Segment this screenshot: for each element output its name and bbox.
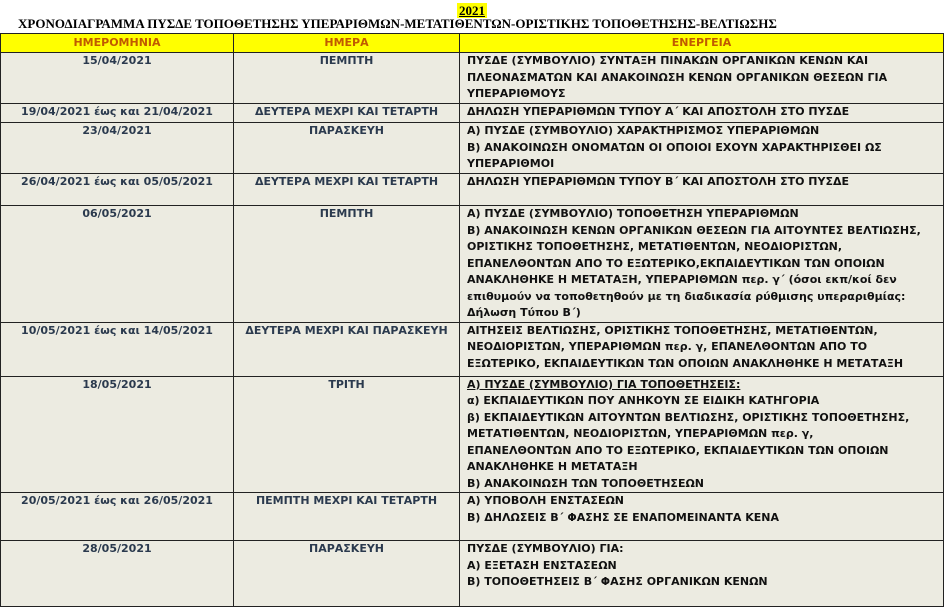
row-action: α) ΕΚΠΑΙΔΕΥΤΙΚΩΝ ΠΟΥ ΑΝΗΚΟΥΝ ΣΕ ΕΙΔΙΚΗ ΚΑΤΗΓΟΡΙΑ β) ΕΚΠΑΙΔΕΥΤΙΚΩΝ ΑΙΤΟΥΝΤΩΝ ΒΕΛΤΙΩΣΗΣ, ΟΡΙΣΤΙΚΗΣ ΤΟΠΟΘΕΤΗΣΗΣ, ΜΕΤΑΤΙΘΕΝΤΩΝ, ΝΕΟΔΙΟΡΙΣΤΩΝ, ΥΠΕΡΑΡΙΘΜΩΝ περ. γ, ΕΠΑΝΕΛΘΟΝΤΩΝ ΑΠΟ ΤΟ ΕΞΩΤΕΡΙΚΟ, ΕΚΠΑΙΔΕΥΤΙΚΩΝ ΤΩΝ ΟΠΟΙΩΝ ΑΝΑΚΛΗΘΗΚΕ Η ΜΕΤΑΤΑΞΗ Β) ΑΝΑΚΟΙΝΩΣΗ ΤΩΝ ΤΟΠΟΘΕΤΗΣΕΩΝ bbox=[467, 394, 910, 490]
row-date: 15/04/2021 bbox=[1, 53, 234, 104]
row-date: 26/04/2021 έως και 05/05/2021 bbox=[1, 174, 234, 206]
column-header-day: ΗΜΕΡΑ bbox=[234, 34, 460, 53]
row-day: ΠΕΜΠΤΗ bbox=[234, 53, 460, 104]
row-date: 10/05/2021 έως και 14/05/2021 bbox=[1, 322, 234, 376]
year-label: 2021 bbox=[459, 3, 485, 18]
row-date: 28/05/2021 bbox=[1, 541, 234, 607]
row-date: 19/04/2021 έως και 21/04/2021 bbox=[1, 104, 234, 123]
table-row bbox=[1, 174, 944, 206]
row-date: 18/05/2021 bbox=[1, 376, 234, 493]
table-row bbox=[1, 104, 944, 123]
column-header-date: ΗΜΕΡΟΜΗΝΙΑ bbox=[1, 34, 234, 53]
row-action: ΔΗΛΩΣΗ ΥΠΕΡΑΡΙΘΜΩΝ ΤΥΠΟΥ Β΄ ΚΑΙ ΑΠΟΣΤΟΛΗ ΣΤΟ ΠΥΣΔΕ bbox=[460, 174, 944, 206]
row-day: ΤΡΙΤΗ bbox=[234, 376, 460, 493]
row-action-cell bbox=[460, 376, 944, 493]
table-row bbox=[1, 53, 944, 104]
table-row bbox=[1, 493, 944, 541]
row-date: 20/05/2021 έως και 26/05/2021 bbox=[1, 493, 234, 541]
row-day: ΔΕΥΤΕΡΑ ΜΕΧΡΙ ΚΑΙ ΤΕΤΑΡΤΗ bbox=[234, 104, 460, 123]
document-heading: ΧΡΟΝΟΔΙΑΓΡΑΜΜΑ ΠΥΣΔΕ ΤΟΠΟΘΕΤΗΣΗΣ ΥΠΕΡΑΡΙΘΜΩΝ-ΜΕΤΑΤΙΘΕΝΤΩΝ-ΟΡΙΣΤΙΚΗΣ ΤΟΠΟΘΕΤΗΣΗΣ-ΒΕΛΤΙΩΣΗΣ bbox=[18, 16, 777, 31]
table-row bbox=[1, 376, 944, 493]
row-action: Α) ΥΠΟΒΟΛΗ ΕΝΣΤΑΣΕΩΝ Β) ΔΗΛΩΣΕΙΣ Β΄ ΦΑΣΗΣ ΣΕ ΕΝΑΠΟΜΕΙΝΑΝΤΑ ΚΕΝΑ bbox=[460, 493, 944, 541]
table-header-row bbox=[1, 34, 944, 53]
column-header-action: ΕΝΕΡΓΕΙΑ bbox=[460, 34, 944, 53]
row-action: ΔΗΛΩΣΗ ΥΠΕΡΑΡΙΘΜΩΝ ΤΥΠΟΥ Α΄ ΚΑΙ ΑΠΟΣΤΟΛΗ ΣΤΟ ΠΥΣΔΕ bbox=[460, 104, 944, 123]
row-action: Α) ΠΥΣΔΕ (ΣΥΜΒΟΥΛΙΟ) ΧΑΡΑΚΤΗΡΙΣΜΟΣ ΥΠΕΡΑΡΙΘΜΩΝ Β) ΑΝΑΚΟΙΝΩΣΗ ΟΝΟΜΑΤΩΝ ΟΙ ΟΠΟΙΟΙ ΕΧΟΥΝ ΧΑΡΑΚΤΗΡΙΣΘΕΙ ΩΣ ΥΠΕΡΑΡΙΘΜΟΙ bbox=[460, 123, 944, 174]
row-day: ΔΕΥΤΕΡΑ ΜΕΧΡΙ ΚΑΙ ΠΑΡΑΣΚΕΥΗ bbox=[234, 322, 460, 376]
row-action: ΠΥΣΔΕ (ΣΥΜΒΟΥΛΙΟ) ΓΙΑ: Α) ΕΞΕΤΑΣΗ ΕΝΣΤΑΣΕΩΝ Β) ΤΟΠΟΘΕΤΗΣΕΙΣ Β΄ ΦΑΣΗΣ ΟΡΓΑΝΙΚΩΝ ΚΕΝΩΝ bbox=[460, 541, 944, 607]
row-day: ΠΕΜΠΤΗ ΜΕΧΡΙ ΚΑΙ ΤΕΤΑΡΤΗ bbox=[234, 493, 460, 541]
table-row bbox=[1, 123, 944, 174]
row-action: ΠΥΣΔΕ (ΣΥΜΒΟΥΛΙΟ) ΣΥΝΤΑΞΗ ΠΙΝΑΚΩΝ ΟΡΓΑΝΙΚΩΝ ΚΕΝΩΝ ΚΑΙ ΠΛΕΟΝΑΣΜΑΤΩΝ ΚΑΙ ΑΝΑΚΟΙΝΩΣΗ ΚΕΝΩΝ ΟΡΓΑΝΙΚΩΝ ΘΕΣΕΩΝ ΓΙΑ ΥΠΕΡΑΡΙΘΜΟΥΣ bbox=[460, 53, 944, 104]
row-action: Α) ΠΥΣΔΕ (ΣΥΜΒΟΥΛΙΟ) ΤΟΠΟΘΕΤΗΣΗ ΥΠΕΡΑΡΙΘΜΩΝ Β) ΑΝΑΚΟΙΝΩΣΗ ΚΕΝΩΝ ΟΡΓΑΝΙΚΩΝ ΘΕΣΕΩΝ ΓΙΑ ΑΙΤΟΥΝΤΕΣ ΒΕΛΤΙΩΣΗΣ, ΟΡΙΣΤΙΚΗΣ ΤΟΠΟΘΕΤΗΣΗΣ, ΜΕΤΑΤΙΘΕΝΤΩΝ, ΝΕΟΔΙΟΡΙΣΤΩΝ, ΕΠΑΝΕΛΘΟΝΤΩΝ ΑΠΟ ΤΟ ΕΞΩΤΕΡΙΚΟ,ΕΚΠΑΙΔΕΥΤΙΚΩΝ ΤΩΝ ΟΠΟΙΩΝ ΑΝΑΚΛΗΘΗΚΕ Η ΜΕΤΑΤΑΞΗ, ΥΠΕΡΑΡΙΘΜΩΝ περ. γ΄ (όσοι εκπ/κοί δεν επιθυμούν να τοποθετηθούν με τη διαδικασία ρύθμισης υπεραριθμίας: Δήλωση Τύπου Β΄) bbox=[460, 206, 944, 323]
table-row bbox=[1, 541, 944, 607]
schedule-table bbox=[0, 33, 944, 607]
row-day: ΠΑΡΑΣΚΕΥΗ bbox=[234, 541, 460, 607]
row-day: ΔΕΥΤΕΡΑ ΜΕΧΡΙ ΚΑΙ ΤΕΤΑΡΤΗ bbox=[234, 174, 460, 206]
row-date: 06/05/2021 bbox=[1, 206, 234, 323]
table-row bbox=[1, 206, 944, 323]
row-action-title: Α) ΠΥΣΔΕ (ΣΥΜΒΟΥΛΙΟ) ΓΙΑ ΤΟΠΟΘΕΤΗΣΕΙΣ: bbox=[467, 377, 741, 391]
row-date: 23/04/2021 bbox=[1, 123, 234, 174]
row-day: ΠΑΡΑΣΚΕΥΗ bbox=[234, 123, 460, 174]
row-day: ΠΕΜΠΤΗ bbox=[234, 206, 460, 323]
table-row bbox=[1, 322, 944, 376]
row-action: ΑΙΤΗΣΕΙΣ ΒΕΛΤΙΩΣΗΣ, ΟΡΙΣΤΙΚΗΣ ΤΟΠΟΘΕΤΗΣΗΣ, ΜΕΤΑΤΙΘΕΝΤΩΝ, ΝΕΟΔΙΟΡΙΣΤΩΝ, ΥΠΕΡΑΡΙΘΜΩΝ περ. γ, ΕΠΑΝΕΛΘΟΝΤΩΝ ΑΠΟ ΤΟ ΕΞΩΤΕΡΙΚΟ, ΕΚΠΑΙΔΕΥΤΙΚΩΝ ΤΩΝ ΟΠΟΙΩΝ ΑΝΑΚΛΗΘΗΚΕ Η ΜΕΤΑΤΑΞΗ bbox=[460, 322, 944, 376]
